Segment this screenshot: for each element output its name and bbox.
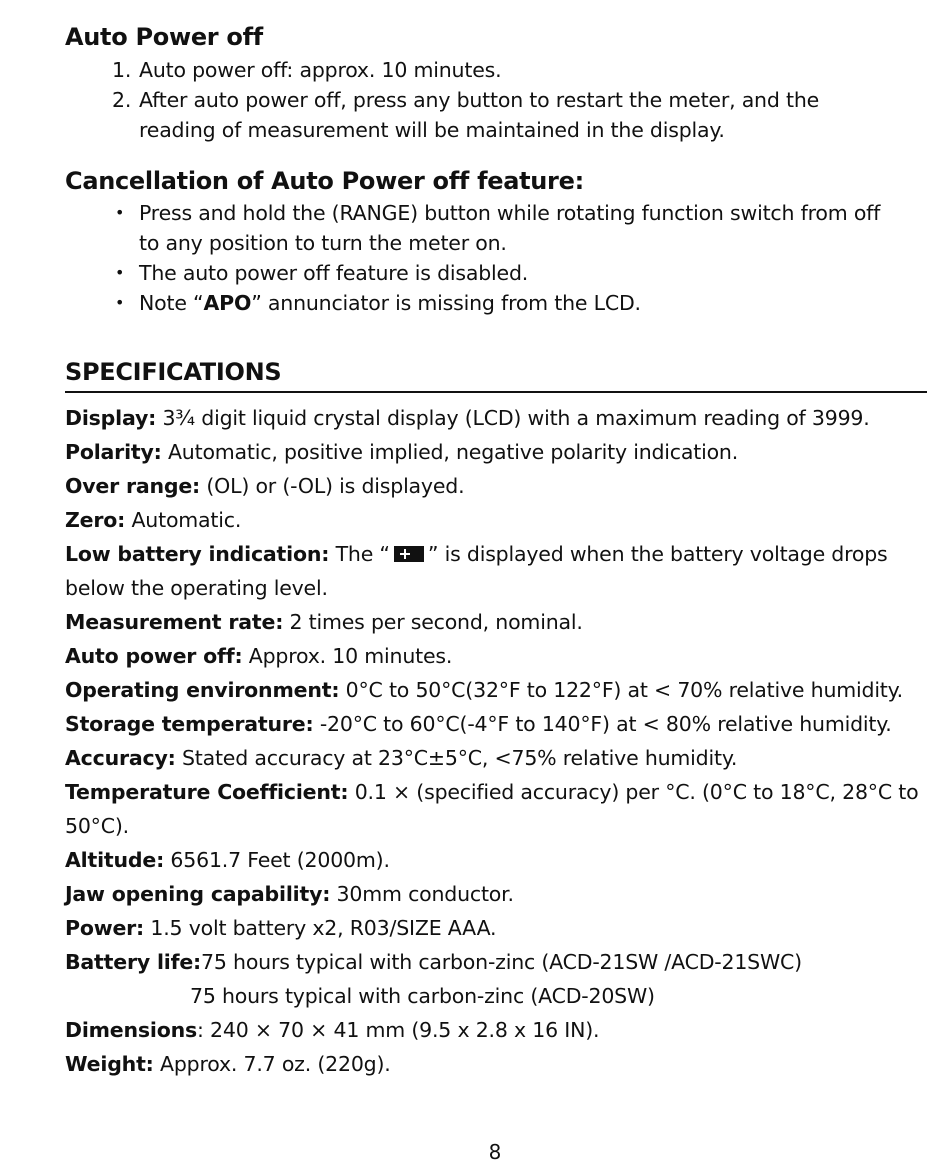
spec-line xyxy=(65,911,927,945)
spec-value: 2 times per second, nominal. xyxy=(283,610,583,634)
spec-line xyxy=(65,1013,927,1047)
spec-label: Operating environment: xyxy=(65,678,340,702)
spec-value: Approx. 10 minutes. xyxy=(242,644,453,668)
spec-value: Automatic, positive implied, negative polarity indication. xyxy=(161,440,739,464)
battery-icon xyxy=(394,546,424,562)
section-divider xyxy=(65,391,927,393)
list-item xyxy=(65,258,880,288)
spec-value: Stated accuracy at 23°C±5°C, <75% relative humidity. xyxy=(175,746,738,770)
spec-value: 3¾ digit liquid crystal display (LCD) with a maximum reading of 3999. xyxy=(156,406,870,430)
spec-label: Dimensions xyxy=(65,1018,198,1042)
spec-label: Auto power off: xyxy=(65,644,243,668)
spec-line xyxy=(65,945,927,979)
spec-value: Approx. 7.7 oz. (220g). xyxy=(153,1052,391,1076)
spec-line xyxy=(65,401,927,435)
list-item-text: Note “ xyxy=(139,291,204,315)
bullet-marker: • xyxy=(115,263,125,282)
spec-line xyxy=(65,571,927,605)
list-item-text: to any position to turn the meter on. xyxy=(139,231,507,255)
spec-value: The “ xyxy=(329,542,390,566)
list-item-text: reading of measurement will be maintained in the display. xyxy=(139,118,725,142)
list-item-text: ” annunciator is missing from the LCD. xyxy=(251,291,641,315)
list-item-continuation xyxy=(65,115,819,145)
list-marker: 2. xyxy=(112,88,132,112)
spec-line xyxy=(65,435,927,469)
spec-value: below the operating level. xyxy=(65,576,328,600)
spec-value: ” is displayed when the battery voltage drops xyxy=(427,542,888,566)
spec-line xyxy=(65,605,927,639)
spec-label: Power: xyxy=(65,916,145,940)
cancellation-list xyxy=(65,198,880,318)
list-item-text: Press and hold the (RANGE) button while rotating function switch from off xyxy=(139,201,881,225)
bullet-marker: • xyxy=(115,293,125,312)
spec-value: 30mm conductor. xyxy=(330,882,514,906)
spec-value: Automatic. xyxy=(125,508,242,532)
list-item-continuation xyxy=(65,228,880,258)
apo-annunciator-text: APO xyxy=(203,291,252,315)
spec-label: Measurement rate: xyxy=(65,610,284,634)
list-item-text: Auto power off: approx. 10 minutes. xyxy=(139,58,502,82)
bullet-marker: • xyxy=(115,203,125,222)
spec-label: Polarity: xyxy=(65,440,162,464)
list-item-text: The auto power off feature is disabled. xyxy=(139,261,529,285)
spec-value: (OL) or (-OL) is displayed. xyxy=(200,474,465,498)
auto-power-off-list xyxy=(65,55,819,145)
spec-line xyxy=(65,775,927,809)
list-item xyxy=(65,288,880,318)
spec-value: 75 hours typical with carbon-zinc (ACD-20SW) xyxy=(190,984,655,1008)
list-item xyxy=(65,85,819,115)
spec-label: Over range: xyxy=(65,474,201,498)
spec-label: Accuracy: xyxy=(65,746,176,770)
specifications-heading: SPECIFICATIONS xyxy=(65,358,282,386)
spec-label: Weight: xyxy=(65,1052,154,1076)
spec-label: Display: xyxy=(65,406,157,430)
spec-line xyxy=(65,639,927,673)
spec-label: Jaw opening capability: xyxy=(65,882,331,906)
specifications-list xyxy=(65,401,927,1081)
spec-line xyxy=(65,469,927,503)
spec-line xyxy=(65,537,927,571)
spec-line xyxy=(65,673,927,707)
page-number: 8 xyxy=(488,1140,502,1164)
cancellation-heading: Cancellation of Auto Power off feature: xyxy=(65,167,584,195)
spec-line xyxy=(65,707,927,741)
spec-line xyxy=(65,877,927,911)
spec-value: 75 hours typical with carbon-zinc (ACD-21SW /ACD-21SWC) xyxy=(201,950,802,974)
spec-line xyxy=(65,979,927,1013)
list-item xyxy=(65,198,880,228)
list-marker: 1. xyxy=(112,58,132,82)
spec-value: 6561.7 Feet (2000m). xyxy=(164,848,390,872)
spec-label: Zero: xyxy=(65,508,126,532)
spec-line xyxy=(65,503,927,537)
spec-value: 50°C). xyxy=(65,814,129,838)
auto-power-off-heading: Auto Power off xyxy=(65,23,263,51)
list-item xyxy=(65,55,819,85)
spec-label: Altitude: xyxy=(65,848,165,872)
spec-value: : 240 × 70 × 41 mm (9.5 x 2.8 x 16 IN). xyxy=(197,1018,600,1042)
spec-line xyxy=(65,741,927,775)
spec-line xyxy=(65,1047,927,1081)
spec-label: Low battery indication: xyxy=(65,542,330,566)
spec-label: Storage temperature: xyxy=(65,712,314,736)
spec-value: 0.1 × (specified accuracy) per °C. (0°C to 18°C, 28°C to xyxy=(348,780,919,804)
spec-value: 1.5 volt battery x2, R03/SIZE AAA. xyxy=(144,916,497,940)
spec-line xyxy=(65,809,927,843)
spec-label: Temperature Coefficient: xyxy=(65,780,349,804)
spec-value: -20°C to 60°C(-4°F to 140°F) at < 80% relative humidity. xyxy=(313,712,892,736)
spec-value: 0°C to 50°C(32°F to 122°F) at < 70% relative humidity. xyxy=(339,678,903,702)
spec-line xyxy=(65,843,927,877)
list-item-text: After auto power off, press any button to restart the meter, and the xyxy=(139,88,820,112)
spec-label: Battery life: xyxy=(65,950,202,974)
